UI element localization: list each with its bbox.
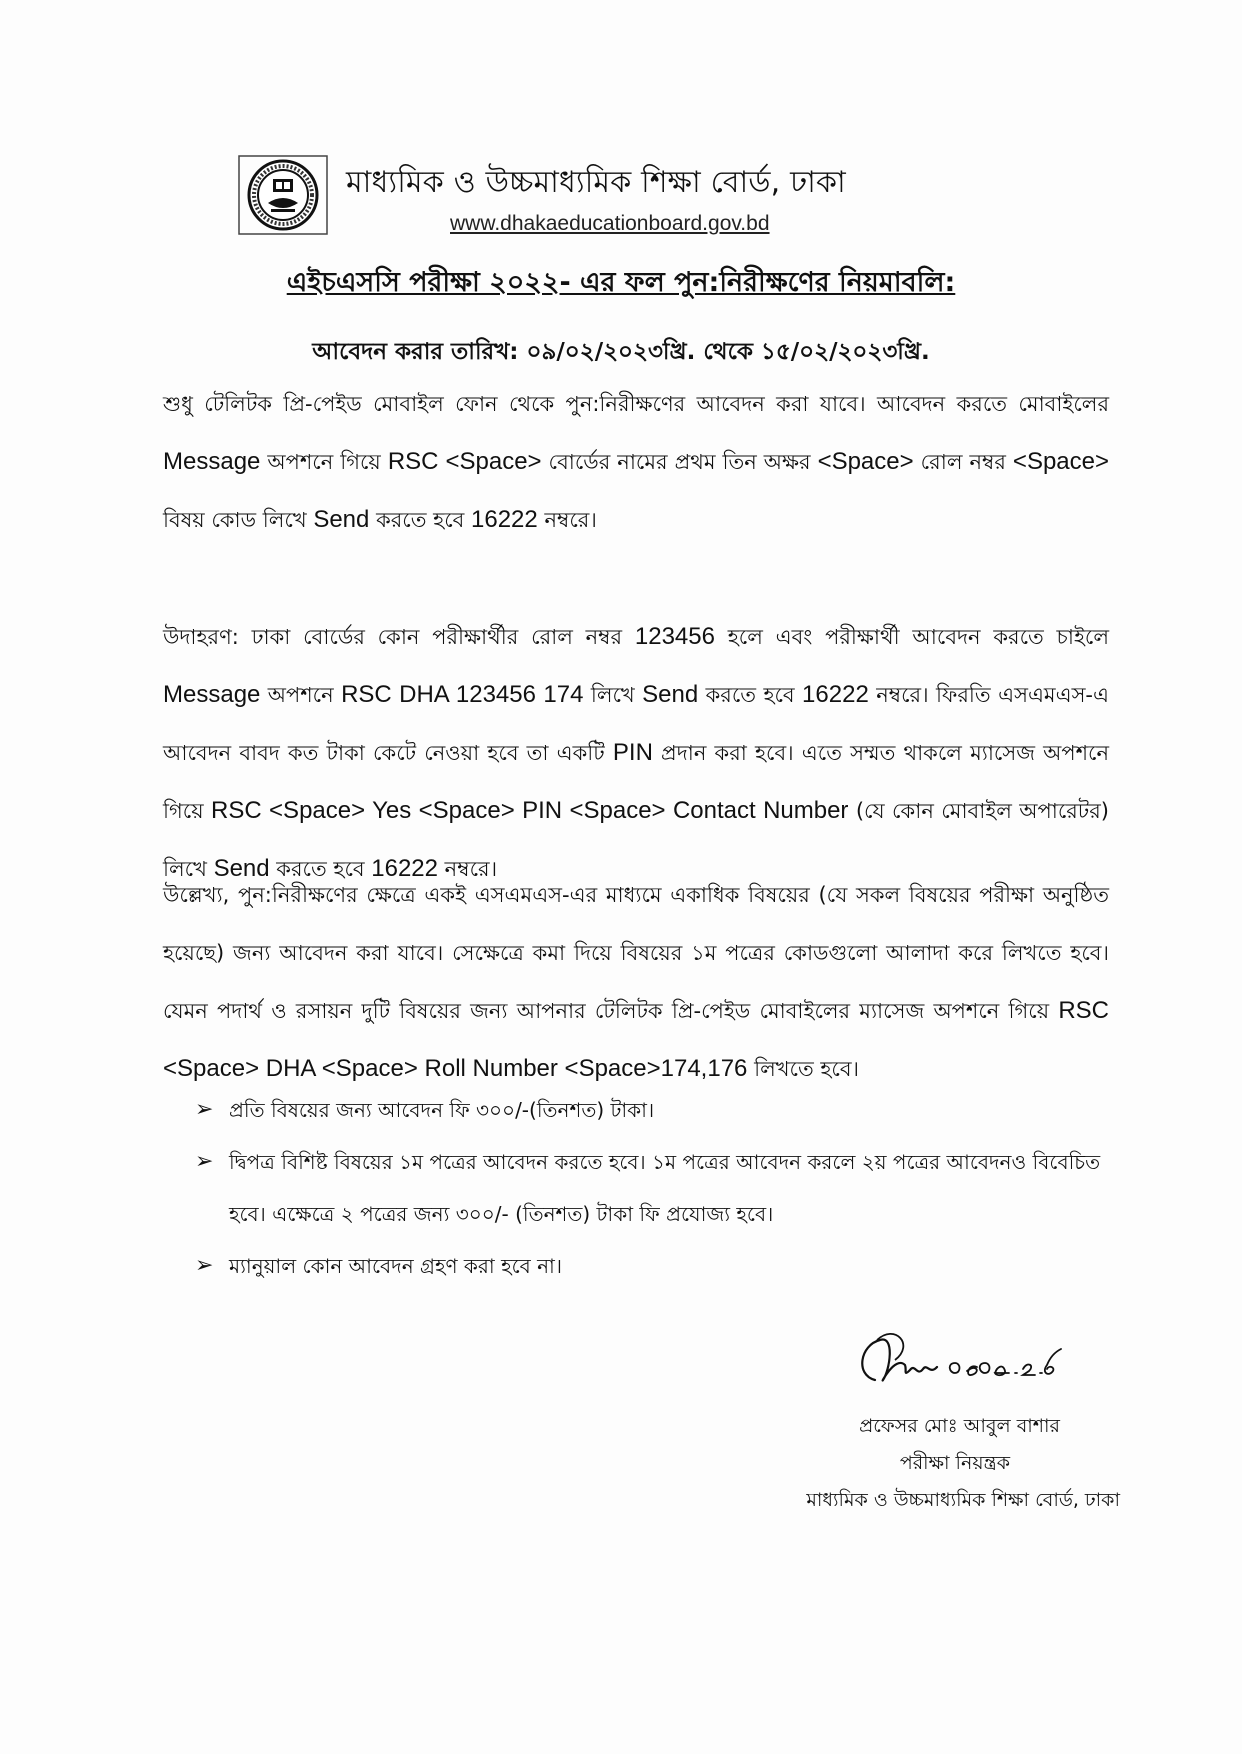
arrow-right-icon: ➢ <box>195 1149 214 1174</box>
paragraph-note: উল্লেখ্য, পুন:নিরীক্ষণের ক্ষেত্রে একই এসএমএস-এর মাধ্যমে একাধিক বিষয়ের (যে সকল বিষয়ের পরীক্ষা অনুষ্ঠিত হয়েছে) জন্য আবেদন করা যাবে। সেক্ষেত্রে কমা দিয়ে বিষয়ের ১ম পত্রের কোডগুলো আলাদা করে লিখতে হবে। যেমন পদার্থ ও রসায়ন দুটি বিষয়ের জন্য আপনার টেলিটক প্রি-পেইড মোবাইলের ম্যাসেজ অপশনে গিয়ে RSC <Space> DHA <Space> Roll Number <Space>174,176 লিখতে হবে। <box>163 883 1109 1082</box>
signatory-title: পরীক্ষা নিয়ন্ত্রক <box>899 1452 1010 1474</box>
letterhead <box>238 150 958 240</box>
paragraph-example: উদাহরণ: ঢাকা বোর্ডের কোন পরীক্ষার্থীর রোল নম্বর 123456 হলে এবং পরীক্ষার্থী আবেদন করতে চাইলে Message অপশনে RSC DHA 123456 174 লিখে Send করতে হবে 16222 নম্বরে। ফিরতি এসএমএস-এ আবেদন বাবদ কত টাকা কেটে নেওয়া হবে তা একটি PIN প্রদান করা হবে। এতে সম্মত থাকলে ম্যাসেজ অপশনে গিয়ে RSC <Space> Yes <Space> PIN <Space> Contact Number (যে কোন মোবাইল অপারেটর) লিখে Send করতে হবে 16222 নম্বরে। <box>163 623 1109 882</box>
signatory-name: প্রফেসর মোঃ আবুল বাশার <box>859 1415 1060 1437</box>
website-link[interactable]: www.dhakaeducationboard.gov.bd <box>450 212 770 235</box>
arrow-right-icon: ➢ <box>195 1253 214 1278</box>
list-item: ➢ দ্বিপত্র বিশিষ্ট বিষয়ের ১ম পত্রের আবেদন করতে হবে। ১ম পত্রের আবেদন করলে ২য় পত্রের আবেদনও বিবেচিত হবে। এক্ষেত্রে ২ পত্রের জন্য ৩০০/- (তিনশত) টাকা ফি প্রযোজ্য হবে। <box>195 1136 1115 1240</box>
handwritten-signature <box>835 1325 1135 1400</box>
signatory-block <box>700 1408 1120 1519</box>
arrow-right-icon: ➢ <box>195 1097 214 1122</box>
list-item: ➢ ম্যানুয়াল কোন আবেদন গ্রহণ করা হবে না। <box>195 1240 1115 1292</box>
signatory-office: মাধ্যমিক ও উচ্চমাধ্যমিক শিক্ষা বোর্ড, ঢাকা <box>806 1489 1120 1511</box>
list-item: ➢ প্রতি বিষয়ের জন্য আবেদন ফি ৩০০/-(তিনশত) টাকা। <box>195 1084 1115 1136</box>
notice-title: এইচএসসি পরীক্ষা ২০২২- এর ফল পুন:নিরীক্ষণের নিয়মাবলি: <box>286 267 956 298</box>
application-dates: আবেদন করার তারিখ: ০৯/০২/২০২৩খ্রি. থেকে ১৫/০২/২০২৩খ্রি. <box>312 339 930 365</box>
board-name: মাধ্যমিক ও উচ্চমাধ্যমিক শিক্ষা বোর্ড, ঢাকা <box>346 165 846 200</box>
paragraph-instructions: শুধু টেলিটক প্রি-পেইড মোবাইল ফোন থেকে পুন:নিরীক্ষণের আবেদন করা যাবে। আবেদন করতে মোবাইলের Message অপশনে গিয়ে RSC <Space> বোর্ডের নামের প্রথম তিন অক্ষর <Space> রোল নম্বর <Space> বিষয় কোড লিখে Send করতে হবে 16222 নম্বরে। <box>163 392 1110 533</box>
board-seal-logo <box>238 155 328 235</box>
fee-rules-list <box>195 1084 1115 1292</box>
